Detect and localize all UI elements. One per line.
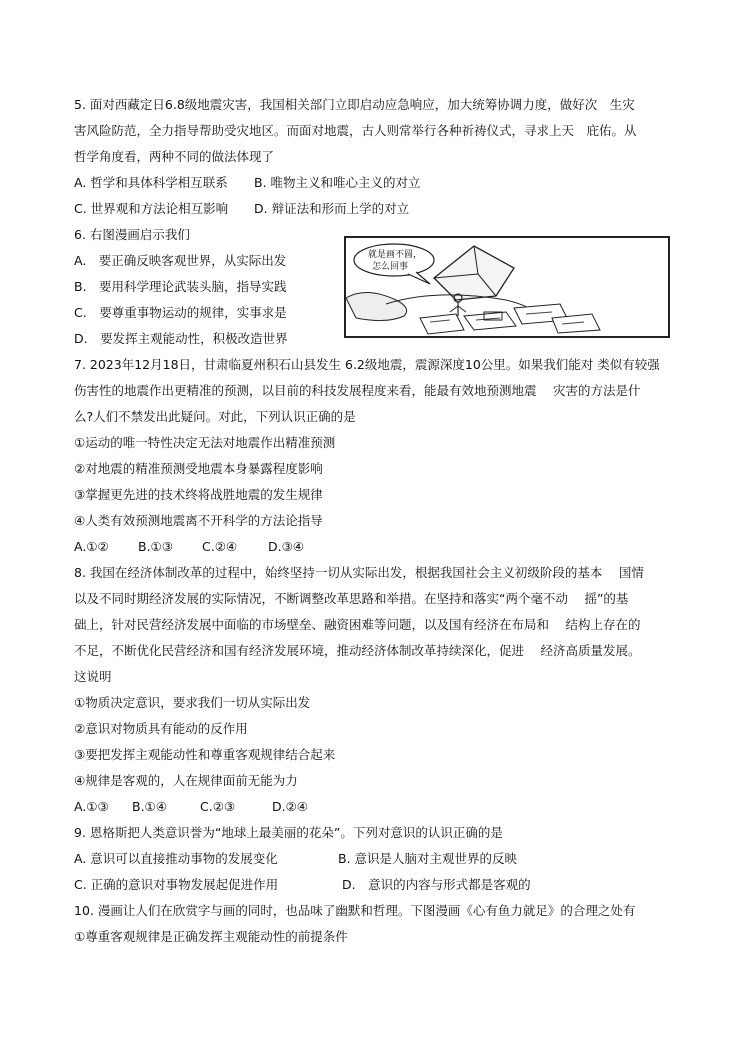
q7-option-a: A.①② (74, 539, 109, 554)
q5-stem-line-2: 害风险防范，全力指导帮助受灾地区。而面对地震，古人则常举行各种祈祷仪式，寻求上天 庇佑。从 (74, 123, 637, 138)
q7-stem-line-1: 7. 2023年12月18日，甘肃临夏州积石山县发生 6.2级地震，震源深度10公里。如果我们能对 类似有较强 (74, 357, 660, 372)
q9-option-a: A. 意识可以直接推动事物的发展变化 (74, 851, 278, 866)
speech-bubble-tail (408, 272, 430, 284)
q8-stem-line-5: 这说明 (74, 669, 112, 684)
q8-option-d: D.②④ (272, 799, 309, 814)
q9-option-c: C. 正确的意识对事物发展起促进作用 (74, 877, 279, 892)
q5-option-b: B. 唯物主义和唯心主义的对立 (254, 175, 421, 190)
q6-option-c: C. 要尊重事物运动的规律，实事求是 (74, 305, 287, 320)
q8-option-b: B.①④ (132, 799, 167, 814)
paper-sheet (464, 312, 516, 330)
q8-statement-1: ①物质决定意识，要求我们一切从实际出发 (74, 695, 311, 710)
q7-statement-3: ③掌握更先进的技术终将战胜地震的发生规律 (74, 487, 323, 502)
q8-option-a: A.①③ (74, 799, 109, 814)
q7-stem-line-3: 么?人们不禁发出此疑问。对此，下列认识正确的是 (74, 409, 356, 424)
q5-option-c: C. 世界观和方法论相互影响 (74, 201, 229, 216)
q6-stem: 6. 右图漫画启示我们 (74, 227, 190, 242)
q8-stem-line-3: 础上，针对民营经济发展中面临的市场壁垒、融资困难等问题，以及国有经济在布局和 结构上存在的 (74, 617, 641, 632)
q10-stem: 10. 漫画让人们在欣赏字与画的同时，也品味了幽默和哲理。下图漫画《心有鱼力就足》的合理之处有 (74, 903, 636, 918)
q5-options-row-1 (74, 175, 421, 191)
q8-option-c: C.②③ (200, 799, 236, 814)
q9-options-row-2 (74, 877, 531, 893)
q7-stem-line-2: 伤害性的地震作出更精准的预测，以目前的科技发展程度来看，能最有效地预测地震 灾害的方法是什 (74, 383, 641, 398)
comic-drawing (346, 238, 668, 336)
q7-statement-4: ④人类有效预测地震离不开科学的方法论指导 (74, 513, 323, 528)
q8-stem-line-4: 不足，不断优化民营经济和国有经济发展环境，推动经济体制改革持续深化，促进 经济高质量发展。 (74, 643, 641, 658)
q8-statement-4: ④规律是客观的，人在规律面前无能为力 (74, 773, 298, 788)
q7-statement-2: ②对地震的精准预测受地震本身暴露程度影响 (74, 461, 323, 476)
comic-bubble-text-1: 就是画不圆， (368, 250, 423, 260)
q7-option-d: D.③④ (268, 539, 305, 554)
q6-option-a: A. 要正确反映客观世界，从实际出发 (74, 253, 287, 268)
q9-option-d: D. 意识的内容与形式都是客观的 (342, 877, 531, 892)
square-object (434, 246, 514, 300)
q9-option-b: B. 意识是人脑对主观世界的反映 (338, 851, 518, 866)
q10-statement-1: ①尊重客观规律是正确发挥主观能动性的前提条件 (74, 929, 348, 944)
q6-option-b: B. 要用科学理论武装头脑，指导实践 (74, 279, 287, 294)
q7-option-b: B.①③ (138, 539, 173, 554)
q7-options (74, 539, 304, 555)
comic-bubble-text-2: 怎么回事 (372, 262, 409, 272)
q8-stem-line-1: 8. 我国在经济体制改革的过程中，始终坚持一切从实际出发，根据我国社会主义初级阶段的基本 国情 (74, 565, 644, 580)
paper-sheet (420, 314, 464, 334)
q6-option-d: D. 要发挥主观能动性，积极改造世界 (74, 331, 288, 346)
q8-statement-2: ②意识对物质具有能动的反作用 (74, 721, 248, 736)
q9-options-row-1 (74, 851, 517, 867)
q5-options-row-2 (74, 201, 409, 217)
q8-statement-3: ③要把发挥主观能动性和尊重客观规律结合起来 (74, 747, 336, 762)
hill-shape (346, 292, 407, 320)
q5-stem-line-3: 哲学角度看，两种不同的做法体现了 (74, 149, 275, 164)
q5-stem-line-1: 5. 面对西藏定日6.8级地震灾害，我国相关部门立即启动应急响应，加大统筹协调力度，做好次 生灾 (74, 97, 635, 112)
comic-illustration (344, 236, 670, 338)
q7-option-c: C.②④ (202, 539, 238, 554)
paper-sheet (552, 314, 600, 333)
q8-stem-line-2: 以及不同时期经济发展的实际情况，不断调整改革思路和举措。在坚持和落实“两个毫不动 摇”的基 (74, 591, 629, 606)
q9-stem: 9. 恩格斯把人类意识誉为“地球上最美丽的花朵”。下列对意识的认识正确的是 (74, 825, 503, 840)
q5-option-d: D. 辩证法和形而上学的对立 (254, 201, 410, 216)
q5-option-a: A. 哲学和具体科学相互联系 (74, 175, 228, 190)
q7-statement-1: ①运动的唯一特性决定无法对地震作出精准预测 (74, 435, 336, 450)
q8-options (74, 799, 308, 815)
